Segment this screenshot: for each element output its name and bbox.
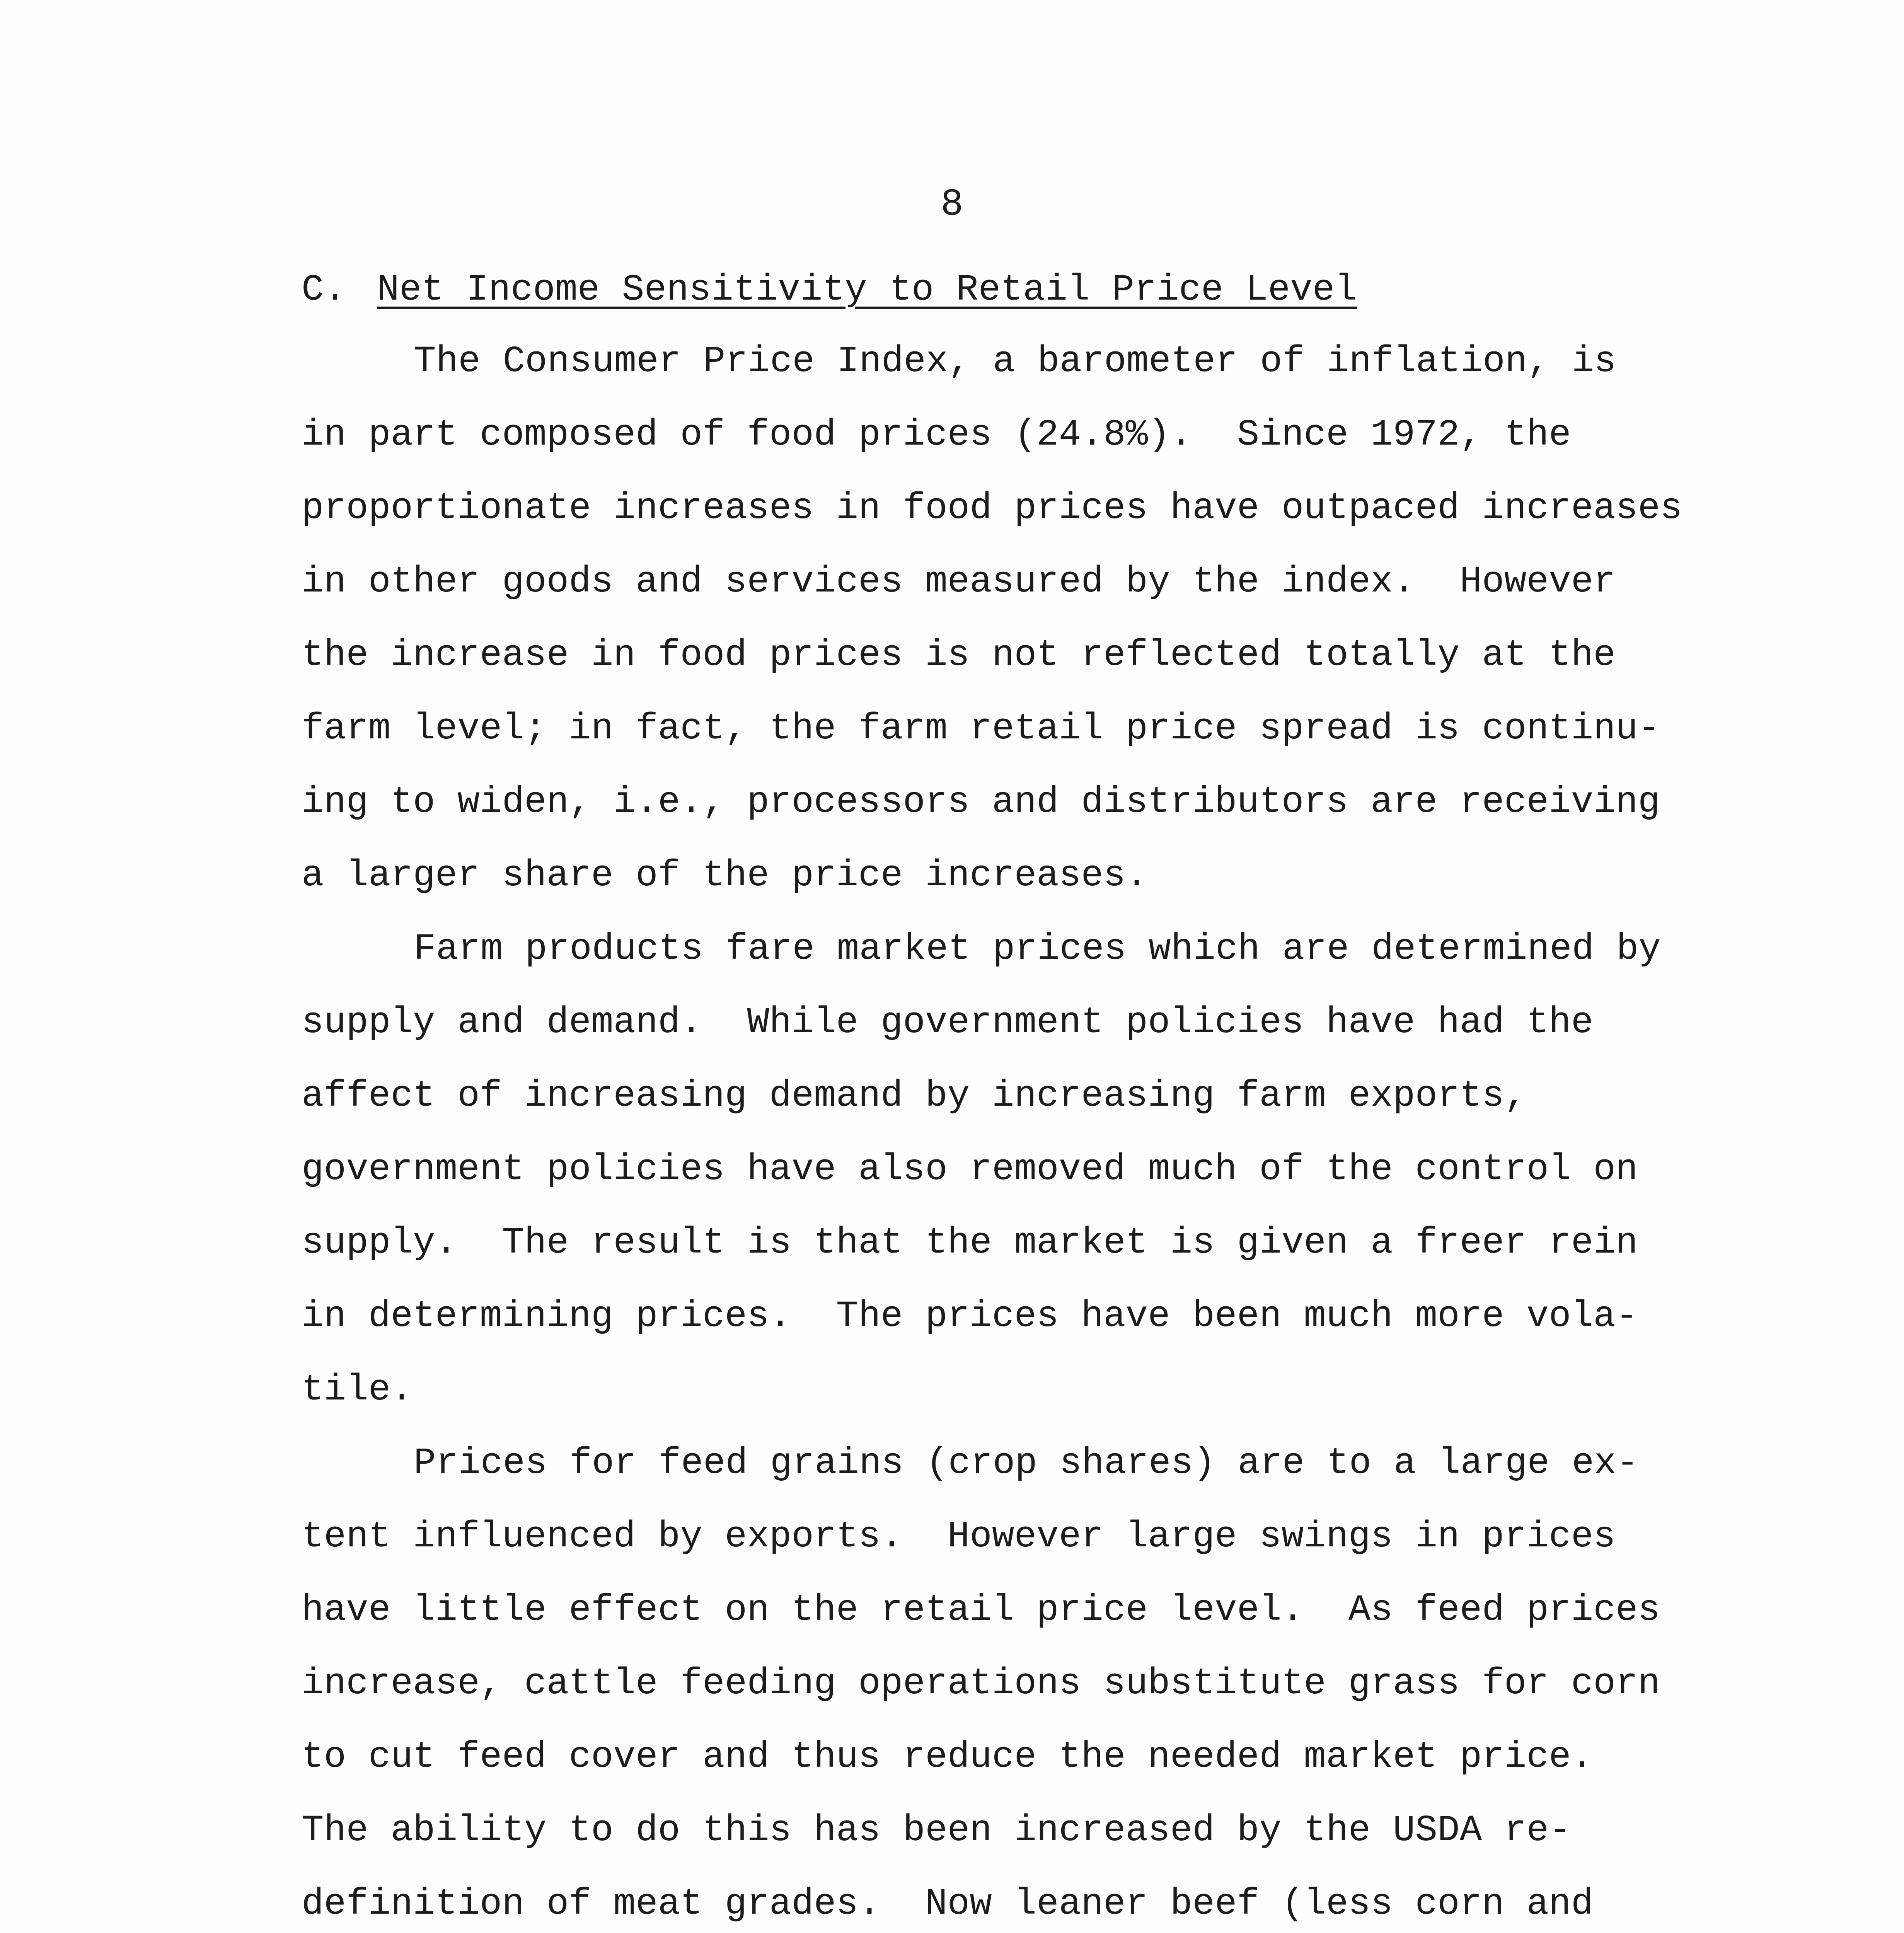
text-line: in other goods and services measured by the index. However — [302, 561, 1616, 603]
paragraph-2 — [302, 912, 1763, 1427]
body-text — [302, 325, 1763, 1933]
text-line: Prices for feed grains (crop shares) are to a large ex- — [414, 1442, 1639, 1484]
paragraph-1 — [302, 325, 1763, 912]
page-number: 8 — [941, 183, 963, 226]
text-line: increase, cattle feeding operations substitute grass for corn — [302, 1662, 1660, 1705]
text-line: ing to widen, i.e., processors and distributors are receiving — [302, 781, 1660, 823]
text-line: in part composed of food prices (24.8%). Since 1972, the — [302, 414, 1571, 456]
text-line: supply and demand. While government policies have had the — [302, 1001, 1594, 1043]
text-line: tile. — [302, 1369, 413, 1411]
text-line: supply. The result is that the market is given a freer rein — [302, 1222, 1638, 1264]
text-line: definition of meat grades. Now leaner beef (less corn and — [302, 1883, 1594, 1925]
text-line: to cut feed cover and thus reduce the needed market price. — [302, 1736, 1594, 1778]
text-line: in determining prices. The prices have been much more vola- — [302, 1295, 1638, 1337]
text-line: The ability to do this has been increased by the USDA re- — [302, 1809, 1571, 1851]
text-line: government policies have also removed much of the control on — [302, 1148, 1638, 1190]
text-line: Farm products fare market prices which are determined by — [414, 928, 1661, 970]
text-line: The Consumer Price Index, a barometer of inflation, is — [414, 340, 1616, 382]
section-letter: C. — [302, 269, 346, 311]
section-title: Net Income Sensitivity to Retail Price Level — [377, 269, 1357, 311]
text-line: farm level; in fact, the farm retail price spread is continu- — [302, 707, 1660, 750]
text-line: tent influenced by exports. However large swings in prices — [302, 1515, 1616, 1558]
text-line: have little effect on the retail price level. As feed prices — [302, 1589, 1660, 1631]
text-line: proportionate increases in food prices have outpaced increases — [302, 487, 1682, 529]
paragraph-3 — [302, 1427, 1763, 1933]
text-line: the increase in food prices is not reflected totally at the — [302, 634, 1616, 676]
section-heading — [302, 263, 1357, 317]
text-line: a larger share of the price increases. — [302, 854, 1148, 897]
text-line: affect of increasing demand by increasing farm exports, — [302, 1075, 1527, 1117]
